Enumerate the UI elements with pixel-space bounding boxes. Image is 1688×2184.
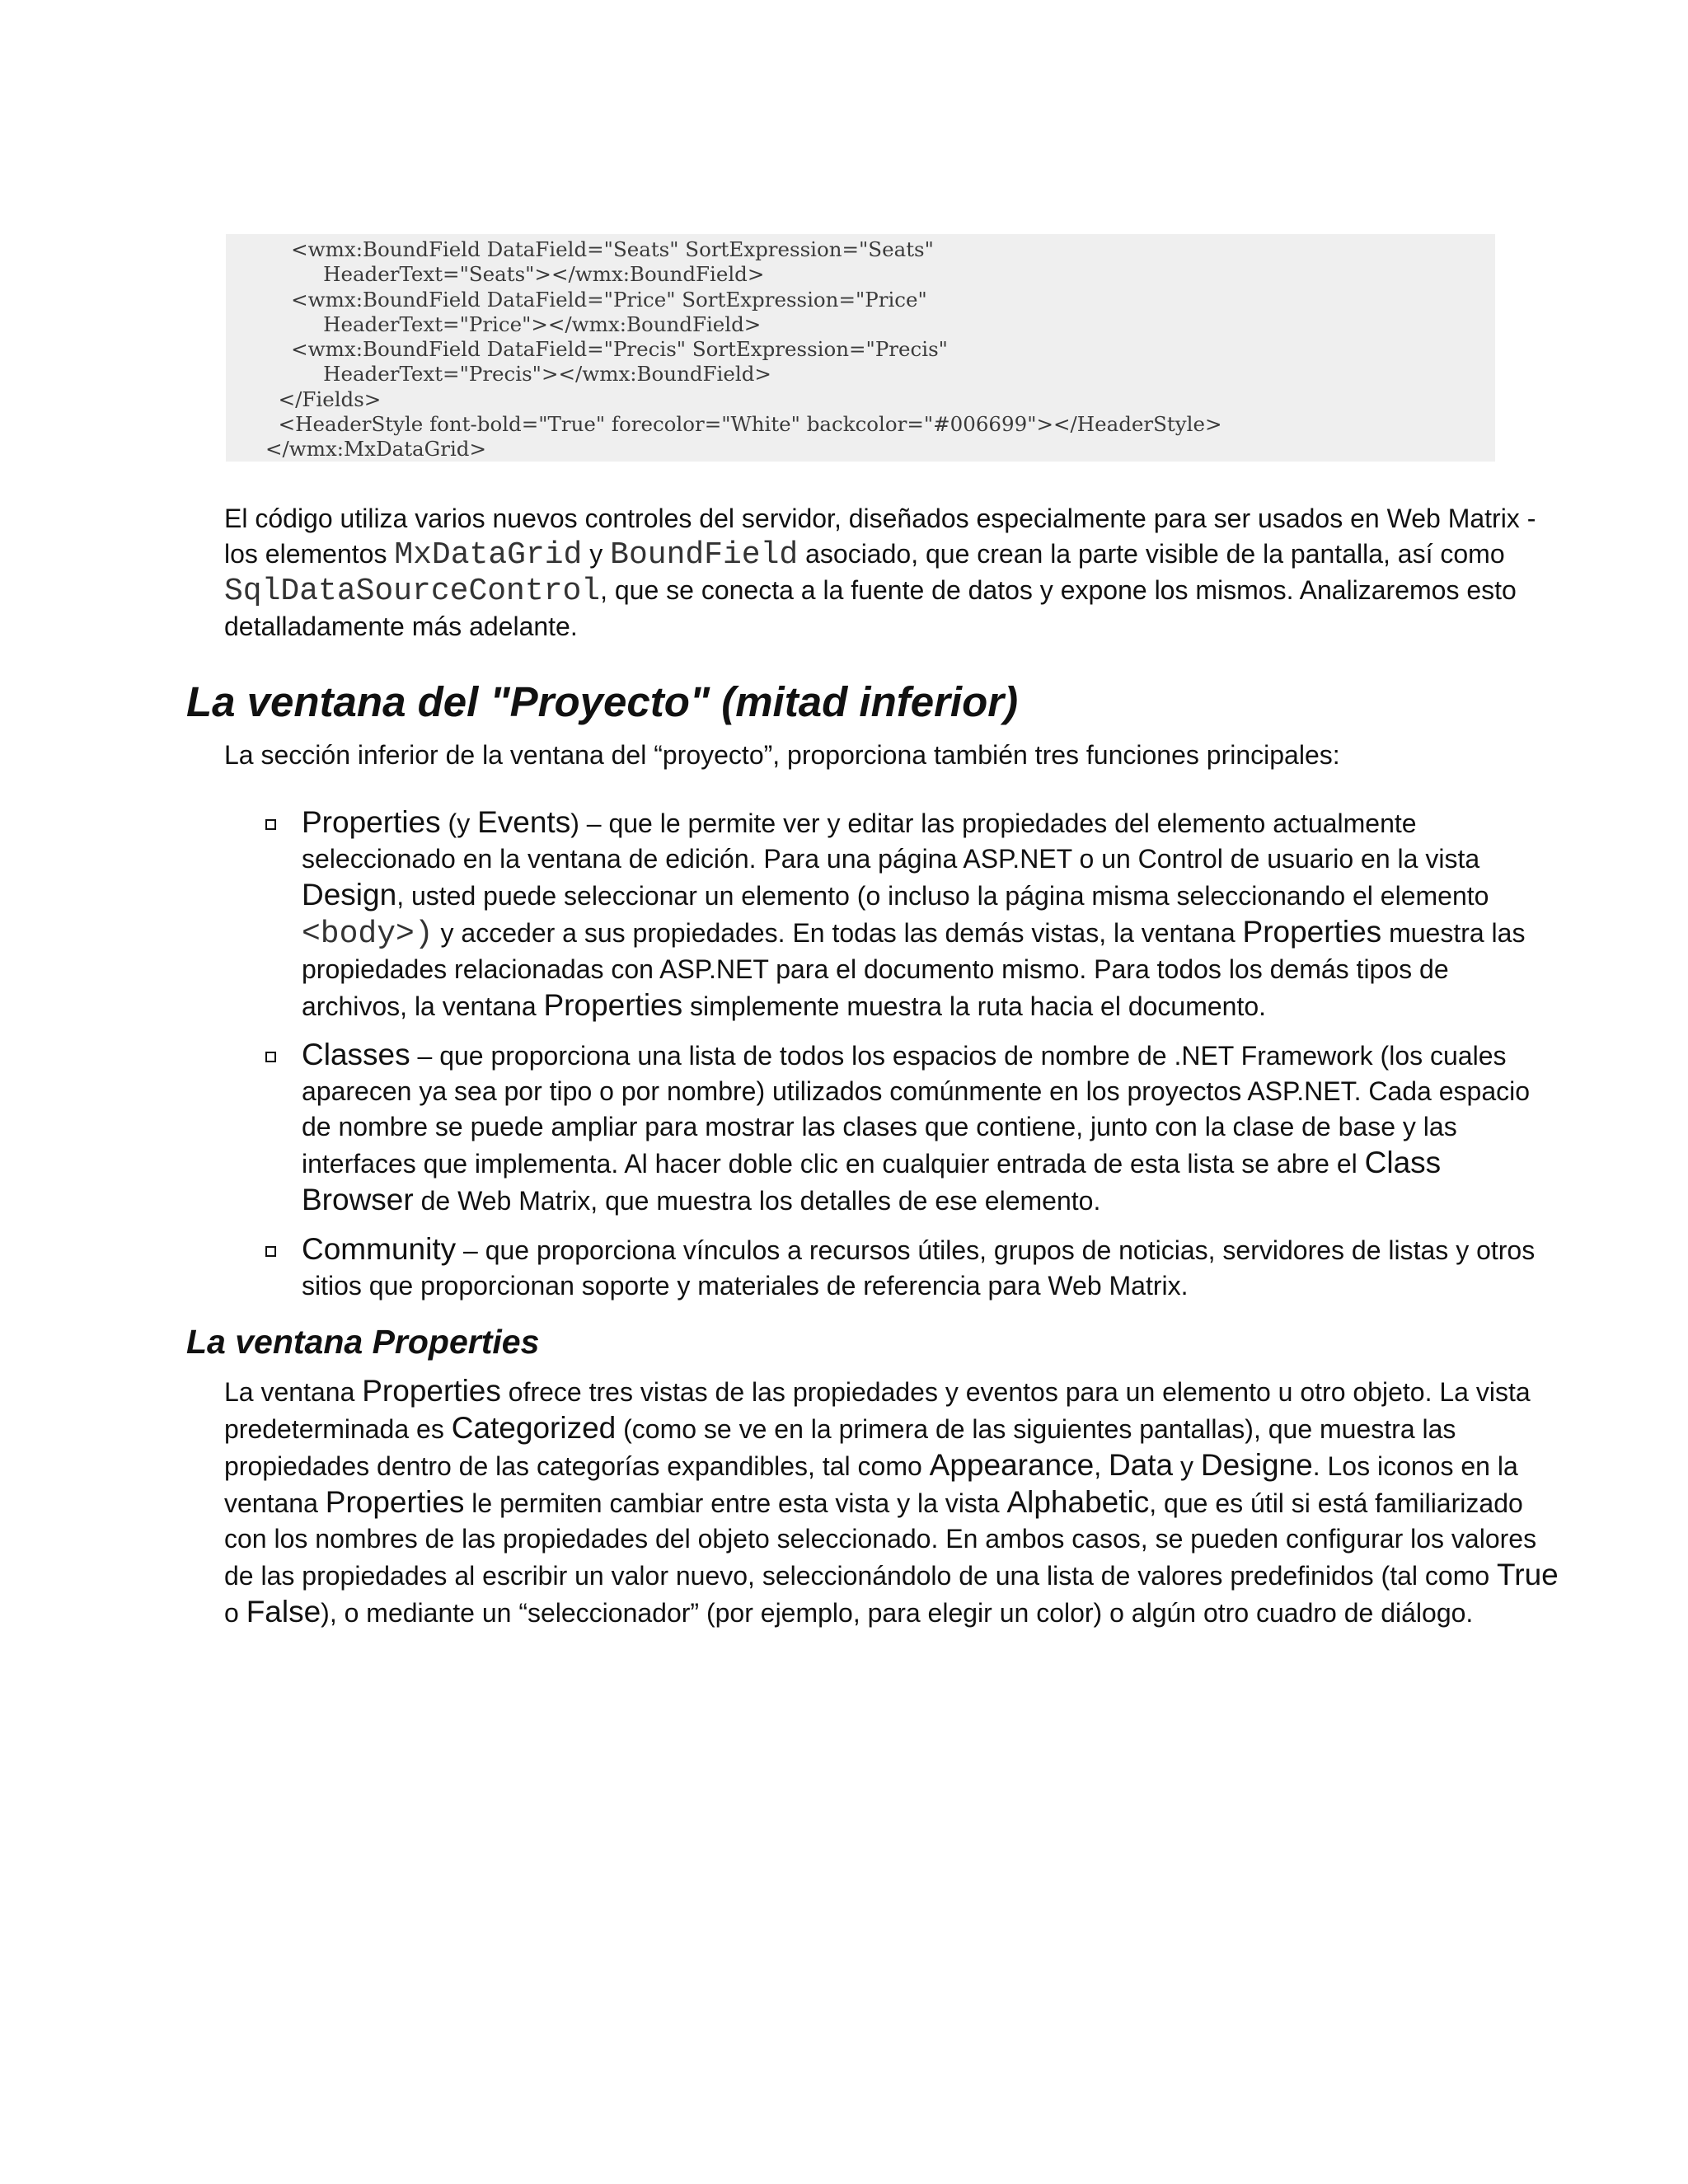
code-term-boundfield: BoundField xyxy=(610,537,799,573)
square-bullet-icon xyxy=(265,1052,276,1062)
code-line: <wmx:BoundField DataField="Seats" SortExpression="Seats" xyxy=(265,237,934,261)
list-item-properties: Properties (y Events) – que le permite ver y editar las propiedades del elemento actualmente seleccionado en la ventana de edición. Para una página ASP.NET o un Control de usuario en la vista Design, usted puede seleccionar un elemento (o incluso la página misma seleccionando el elemento <body>) y acceder a sus propiedades. En todas las demás vistas, la ventana Properties muestra las propiedades relacionadas con ASP.NET para el documento mismo. Para todos los demás tipos de archivos, la ventana Properties simplemente muestra la ruta hacia el documento. xyxy=(264,804,1558,1024)
code-line: <wmx:BoundField DataField="Price" SortExpression="Price" xyxy=(265,287,927,312)
intro-paragraph: El código utiliza varios nuevos controles del servidor, diseñados especialmente para ser usados en Web Matrix - los elementos MxDataGrid y BoundField asociado, que crean la parte visible de la pantalla, así como SqlDataSourceControl, que se conecta a la fuente de datos y expone los mismos. Analizaremos esto detalladamente más adelante. xyxy=(224,504,1536,641)
square-bullet-icon xyxy=(265,819,276,830)
square-bullet-icon xyxy=(265,1246,276,1257)
code-line: HeaderText="Price"></wmx:BoundField> xyxy=(265,312,762,336)
code-sample xyxy=(226,234,1495,462)
feature-list xyxy=(264,804,1558,1304)
code-term-sqldatasourcecontrol: SqlDataSourceControl xyxy=(224,574,601,609)
section-heading-properties: La ventana Properties xyxy=(186,1323,540,1361)
code-line: <HeaderStyle font-bold="True" forecolor="White" backcolor="#006699"></HeaderStyle> xyxy=(265,412,1222,437)
code-term-mxdatagrid: MxDataGrid xyxy=(394,537,583,573)
code-line: </Fields> xyxy=(265,387,382,411)
code-line: </wmx:MxDataGrid> xyxy=(265,437,486,462)
list-item-community: Community – que proporciona vínculos a recursos útiles, grupos de noticias, servidores de listas y otros sitios que proporcionan soporte y materiales de referencia para Web Matrix. xyxy=(264,1231,1558,1304)
code-term-body: <body>) xyxy=(302,916,434,952)
code-line: <wmx:BoundField DataField="Precis" SortExpression="Precis" xyxy=(265,337,948,362)
code-line: HeaderText="Seats"></wmx:BoundField> xyxy=(265,262,765,287)
code-line: HeaderText="Precis"></wmx:BoundField> xyxy=(265,362,771,387)
list-item-classes: Classes – que proporciona una lista de todos los espacios de nombre de .NET Framework (los cuales aparecen ya sea por tipo o por nombre) utilizados comúnmente en los proyectos ASP.NET. Cada espacio de nombre se puede ampliar para mostrar las clases que contiene, junto con la clase de base y las interfaces que implementa. Al hacer doble clic en cualquier entrada de esta lista se abre el Class Browser de Web Matrix, que muestra los detalles de ese elemento. xyxy=(264,1037,1558,1219)
section-heading-proyecto: La ventana del "Proyecto" (mitad inferior) xyxy=(186,678,1019,725)
properties-paragraph: La ventana Properties ofrece tres vistas de las propiedades y eventos para un elemento u otro objeto. La vista predeterminada es Categorized (como se ve en la primera de las siguientes pantallas), que muestra las propiedades dentro de las categorías expandibles, tal como Appearance, Data y Designe. Los iconos en la ventana Properties le permiten cambiar entre esta vista y la vista Alphabetic, que es útil si está familiarizado con los nombres de las propiedades del objeto seleccionado. En ambos casos, se pueden configurar los valores de las propiedades al escribir un valor nuevo, seleccionándolo de una lista de valores predefinidos (tal como True o False), o mediante un “seleccionador” (por ejemplo, para elegir un color) o algún otro cuadro de diálogo. xyxy=(224,1374,1559,1629)
section1-lead: La sección inferior de la ventana del “proyecto”, proporciona también tres funciones principales: xyxy=(224,740,1340,770)
